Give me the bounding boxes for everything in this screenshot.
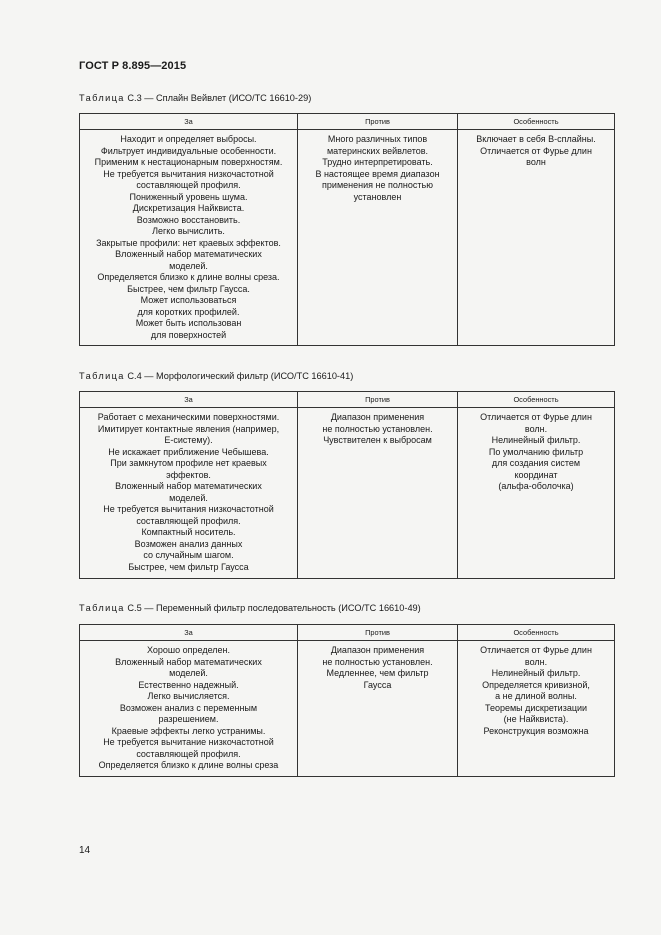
table-c4-caption-word: Таблица bbox=[79, 371, 125, 381]
cell-text-line: моделей. bbox=[169, 492, 208, 503]
cell-text-line: Отличается от Фурье длин bbox=[480, 412, 592, 422]
cell-text-line: волн bbox=[526, 157, 546, 167]
cell-text-line: Много различных типов bbox=[327, 134, 428, 144]
header-cons: Против bbox=[298, 114, 458, 130]
cell-text-line: Не требуется вычитание низкочастотной bbox=[103, 737, 274, 747]
cell-text-line: Трудно интерпретировать. bbox=[322, 157, 433, 167]
cell-text-line: Нелинейный фильтр. bbox=[491, 435, 581, 445]
header-features: Особенность bbox=[458, 625, 615, 641]
page-number: 14 bbox=[79, 845, 91, 856]
cell-text-line: применения не полностью bbox=[322, 180, 433, 190]
standard-header: ГОСТ Р 8.895—2015 bbox=[79, 60, 187, 72]
cons-cell bbox=[298, 408, 458, 579]
cell-text-line: (не Найквиста). bbox=[503, 714, 569, 724]
pros-cell bbox=[80, 641, 298, 777]
cell-text-line: Вложенный набор математических bbox=[115, 481, 262, 491]
cell-text-line: Определяется близко к длине волны среза bbox=[98, 760, 279, 770]
cell-text-line: волн. bbox=[524, 656, 548, 667]
table-c4-caption-title: С.4 — Морфологический фильтр (ИСО/ТС 16610-41) bbox=[124, 371, 354, 381]
cell-text-line: составляющей профиля. bbox=[136, 180, 241, 190]
cell-text-line: Пониженный уровень шума. bbox=[129, 191, 248, 202]
features-cell bbox=[458, 641, 615, 777]
cell-text-line: Теоремы дискретизации bbox=[484, 702, 588, 713]
cell-text-line: разрешением. bbox=[158, 714, 219, 724]
table-c3 bbox=[79, 113, 615, 346]
cell-text-line: Определяется близко к длине волны среза. bbox=[97, 272, 280, 282]
cell-text-line: Хорошо определен. bbox=[146, 645, 231, 655]
cell-text-line: Не искажает приближение Чебышева. bbox=[108, 446, 269, 457]
cell-text-line: При замкнутом профиле нет краевых bbox=[110, 458, 267, 468]
cell-text-line: Дискретизация Найквиста. bbox=[132, 203, 245, 213]
cell-text-line: материнских вейвлетов. bbox=[326, 145, 429, 156]
cell-text-line: Компактный носитель. bbox=[141, 527, 236, 537]
header-cons: Против bbox=[298, 392, 458, 408]
cell-text-line: Включает в себя В-сплайны. bbox=[476, 134, 596, 144]
cell-text-line: Медленнее, чем фильтр bbox=[326, 668, 429, 678]
cell-text-line: Может быть использован bbox=[135, 318, 242, 328]
cell-text-line: Быстрее, чем фильтр Гаусса. bbox=[127, 283, 250, 294]
table-c5-caption-word: Таблица bbox=[79, 603, 125, 613]
cell-text-line: волн. bbox=[524, 423, 548, 434]
header-pros: За bbox=[80, 625, 298, 641]
table-c4 bbox=[79, 391, 615, 579]
cell-text-line: Вложенный набор математических bbox=[115, 656, 262, 667]
cell-text-line: Гаусса bbox=[363, 679, 392, 690]
header-cons: Против bbox=[298, 625, 458, 641]
table-c4-caption bbox=[79, 371, 353, 381]
cell-text-line: Естественно надежный. bbox=[138, 679, 239, 690]
cell-text-line: Краевые эффекты легко устранимы. bbox=[111, 725, 266, 736]
cell-text-line: Находит и определяет выбросы. bbox=[120, 134, 257, 144]
cell-text-line: Возможно восстановить. bbox=[136, 214, 241, 225]
cell-text-line: (альфа-оболочка) bbox=[498, 481, 574, 491]
cell-text-line: Возможен анализ данных bbox=[134, 538, 243, 549]
cell-text-line: Е-систему). bbox=[164, 435, 213, 445]
table-c3-caption-word: Таблица bbox=[79, 93, 125, 103]
cell-text-line: В настоящее время диапазон bbox=[315, 168, 440, 179]
cell-text-line: для коротких профилей. bbox=[137, 306, 240, 317]
cell-text-line: Отличается от Фурье длин bbox=[480, 145, 592, 156]
cell-text-line: Фильтрует индивидуальные особенности. bbox=[100, 145, 277, 156]
pros-cell bbox=[80, 130, 298, 346]
cell-text-line: координат bbox=[514, 469, 558, 480]
cell-text-line: Не требуется вычитания низкочастотной bbox=[103, 168, 274, 179]
cons-cell bbox=[298, 130, 458, 346]
cell-text-line: эффектов. bbox=[166, 469, 211, 480]
features-cell bbox=[458, 130, 615, 346]
cell-text-line: Может использоваться bbox=[140, 295, 237, 305]
header-features: Особенность bbox=[458, 114, 615, 130]
table-c5-caption bbox=[79, 603, 421, 613]
table-c5-caption-title: С.5 — Переменный фильтр последовательность (ИСО/ТС 16610-49) bbox=[124, 603, 421, 613]
cell-text-line: Работает с механическими поверхностями. bbox=[97, 412, 280, 422]
cell-text-line: Вложенный набор математических bbox=[115, 249, 262, 259]
cell-text-line: Имитирует контактные явления (например, bbox=[97, 423, 280, 434]
cell-text-line: а не длиной волны. bbox=[495, 691, 577, 701]
cell-text-line: Диапазон применения bbox=[330, 645, 425, 655]
features-cell bbox=[458, 408, 615, 579]
cell-text-line: Не требуется вычитания низкочастотной bbox=[103, 504, 274, 514]
cell-text-line: установлен bbox=[353, 191, 402, 202]
cell-text-line: не полностью установлен. bbox=[322, 423, 433, 434]
cell-text-line: Отличается от Фурье длин bbox=[480, 645, 592, 655]
cell-text-line: Закрытые профили: нет краевых эффектов. bbox=[96, 237, 281, 248]
cell-text-line: составляющей профиля. bbox=[136, 515, 241, 526]
table-c3-caption-title: С.3 — Сплайн Вейвлет (ИСО/ТС 16610-29) bbox=[124, 93, 312, 103]
cell-text-line: Чувствителен к выбросам bbox=[323, 435, 432, 445]
cell-text-line: Определяется кривизной, bbox=[482, 679, 590, 690]
header-pros: За bbox=[80, 114, 298, 130]
cell-text-line: Применим к нестационарным поверхностям. bbox=[94, 157, 283, 167]
cell-text-line: Реконструкция возможна bbox=[483, 725, 589, 736]
header-pros: За bbox=[80, 392, 298, 408]
cell-text-line: Нелинейный фильтр. bbox=[491, 668, 581, 678]
cell-text-line: Легко вычисляется. bbox=[147, 691, 230, 701]
cell-text-line: Возможен анализ с переменным bbox=[119, 702, 258, 713]
cell-text-line: По умолчанию фильтр bbox=[488, 446, 584, 457]
cons-cell bbox=[298, 641, 458, 777]
cell-text-line: составляющей профиля. bbox=[136, 748, 241, 759]
cell-text-line: со случайным шагом. bbox=[143, 550, 234, 560]
header-features: Особенность bbox=[458, 392, 615, 408]
cell-text-line: Диапазон применения bbox=[330, 412, 425, 422]
cell-text-line: Быстрее, чем фильтр Гаусса bbox=[128, 561, 249, 572]
cell-text-line: не полностью установлен. bbox=[322, 656, 433, 667]
cell-text-line: Легко вычислить. bbox=[152, 226, 225, 236]
table-c5 bbox=[79, 624, 615, 777]
pros-cell bbox=[80, 408, 298, 579]
table-c3-caption bbox=[79, 93, 311, 103]
cell-text-line: для создания систем bbox=[491, 458, 581, 468]
cell-text-line: моделей. bbox=[169, 260, 208, 271]
cell-text-line: для поверхностей bbox=[150, 329, 227, 340]
cell-text-line: моделей. bbox=[169, 668, 208, 678]
